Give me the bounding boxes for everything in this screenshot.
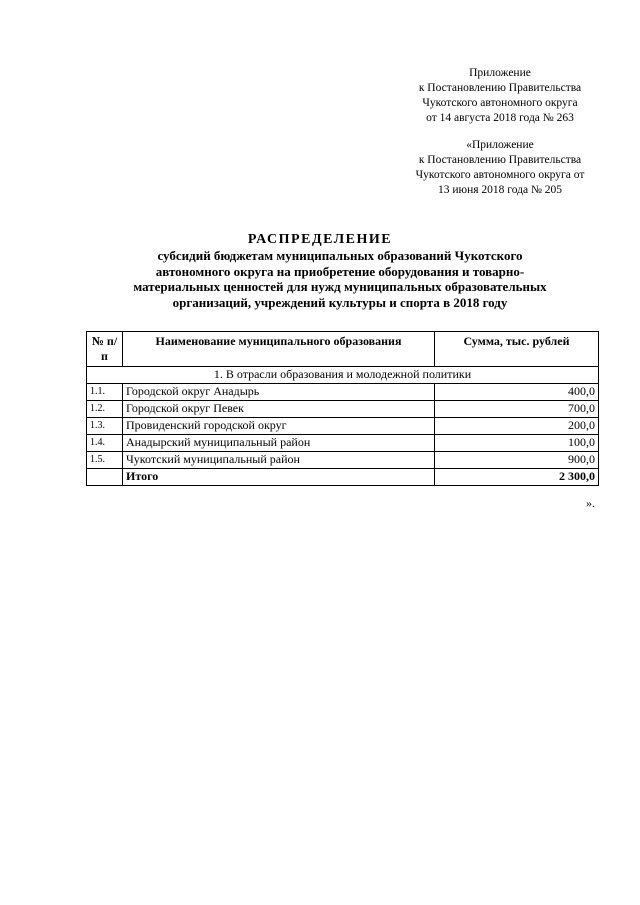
table-row	[87, 384, 599, 401]
row-name: Городской округ Певек	[123, 401, 435, 418]
closing-quote-mark: ».	[586, 496, 595, 510]
appendix-line: Приложение	[469, 67, 531, 79]
table-total-row	[87, 469, 599, 486]
appendix-line: от 14 августа 2018 года № 263	[426, 112, 574, 124]
total-label: Итого	[123, 469, 435, 486]
section-title: 1. В отрасли образования и молодежной политики	[87, 367, 599, 384]
appendix-line: Чукотского автономного округа	[422, 97, 578, 109]
row-sum: 900,0	[435, 452, 599, 469]
document-title: РАСПРЕДЕЛЕНИЕ	[247, 232, 393, 247]
row-num: 1.1.	[87, 384, 123, 401]
distribution-table	[86, 331, 599, 486]
table-row	[87, 418, 599, 435]
row-name: Провиденский городской округ	[123, 418, 435, 435]
appendix-line: к Постановлению Правительства	[418, 82, 582, 94]
row-name: Чукотский муниципальный район	[123, 452, 435, 469]
table-row	[87, 401, 599, 418]
row-sum: 400,0	[435, 384, 599, 401]
subtitle-line: автономного округа на приобретение оборудования и товарно-	[155, 263, 525, 279]
appendix-line: «Приложение	[466, 139, 534, 151]
subtitle-line: субсидий бюджетам муниципальных образований Чукотского	[157, 248, 523, 263]
row-num: 1.2.	[87, 401, 123, 418]
table-header-row	[87, 332, 599, 367]
row-sum: 700,0	[435, 401, 599, 418]
total-sum: 2 300,0	[435, 469, 599, 486]
row-name: Анадырский муниципальный район	[123, 435, 435, 452]
document-subtitle	[90, 248, 590, 310]
header-num: № п/п	[87, 332, 123, 367]
row-num: 1.3.	[87, 418, 123, 435]
header-name: Наименование муниципального образования	[123, 332, 435, 367]
table-row	[87, 452, 599, 469]
appendix-line: к Постановлению Правительства	[418, 154, 582, 166]
row-sum: 200,0	[435, 418, 599, 435]
subtitle-line: материальных ценностей для нужд муниципальных образовательных	[133, 279, 547, 294]
header-sum: Сумма, тыс. рублей	[435, 332, 599, 367]
row-num: 1.4.	[87, 435, 123, 452]
table-section-row	[87, 367, 599, 384]
table-row	[87, 435, 599, 452]
appendix-header	[390, 66, 610, 126]
row-num: 1.5.	[87, 452, 123, 469]
subtitle-line: организаций, учреждений культуры и спорта в 2018 году	[172, 294, 508, 310]
appendix-line: Чукотского автономного округа от	[415, 169, 585, 181]
total-num	[87, 469, 123, 486]
row-sum: 100,0	[435, 435, 599, 452]
row-name: Городской округ Анадырь	[123, 384, 435, 401]
appendix-line: 13 июня 2018 года № 205	[437, 184, 563, 196]
appendix-previous-header	[390, 138, 610, 198]
